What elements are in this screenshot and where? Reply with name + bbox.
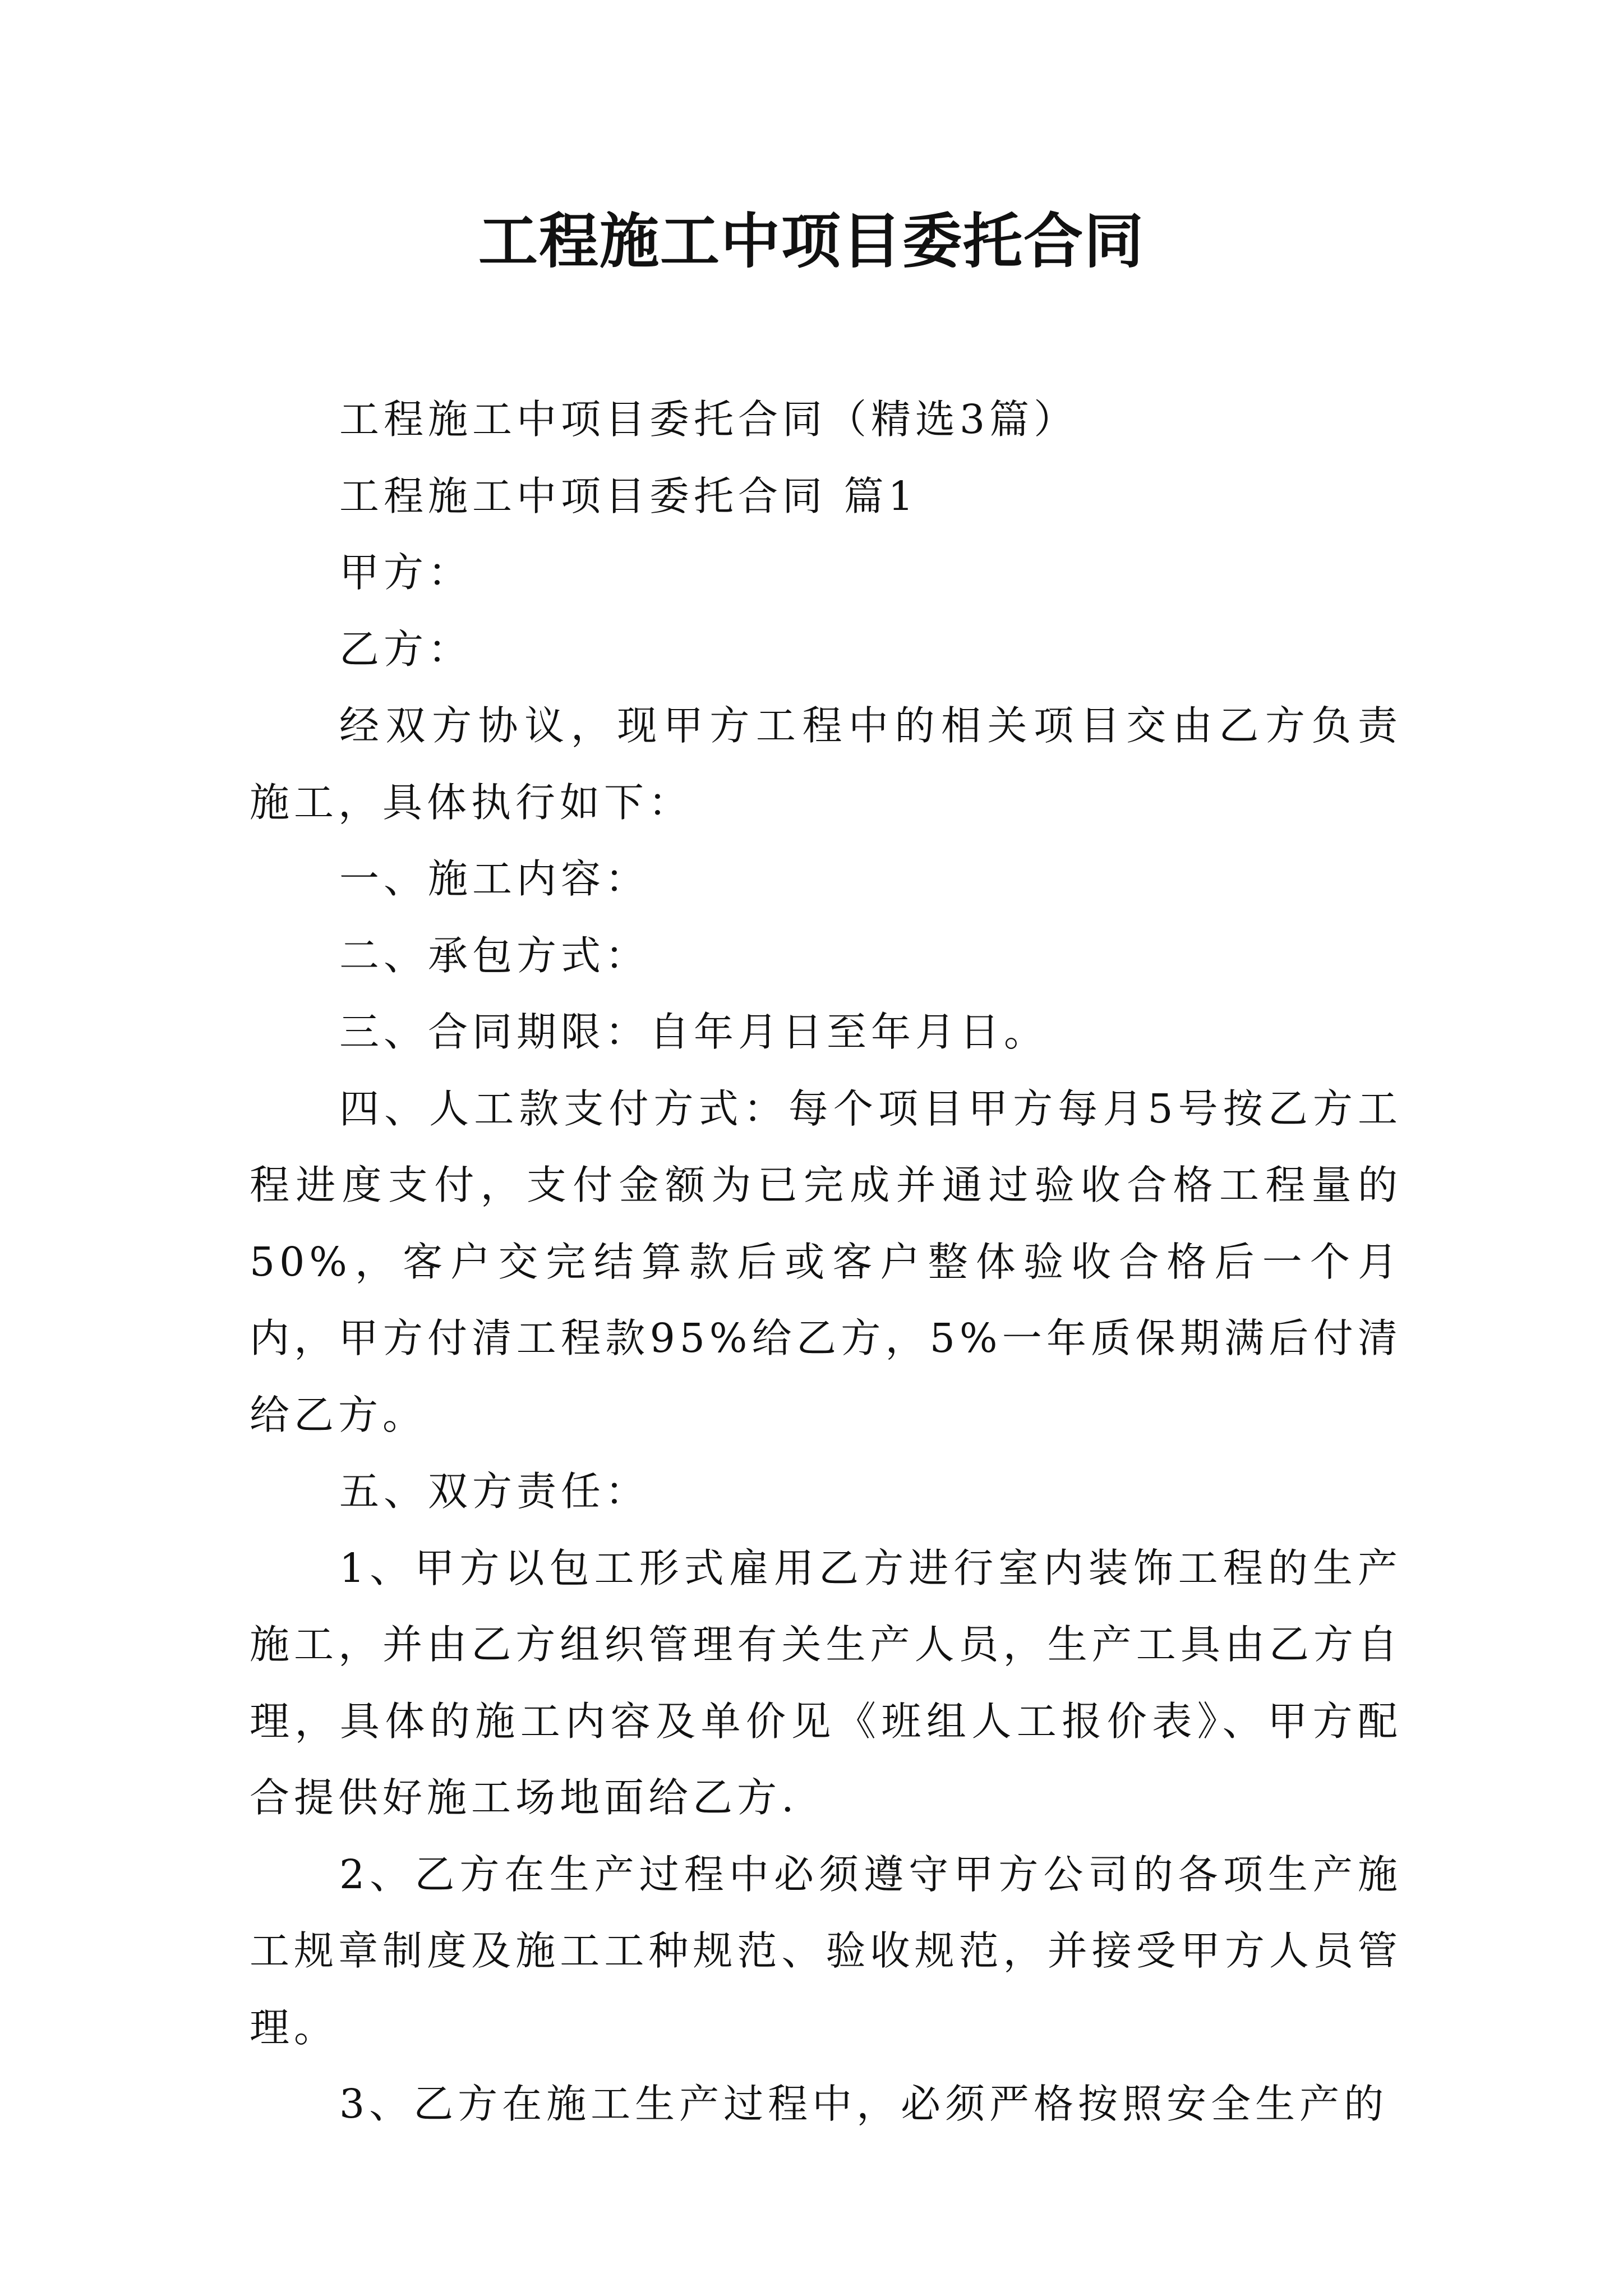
paragraph-clause-3: 三、合同期限：自年月日至年月日。	[339, 1009, 1049, 1055]
document-body	[250, 381, 1402, 2143]
paragraph-item-2: 2、乙方在生产过程中必须遵守甲方公司的各项生产施工规章制度及施工工种规范、验收规范，并接受甲方人员管理。	[250, 1851, 1402, 2051]
paragraph-section-heading: 工程施工中项目委托合同 篇1	[339, 472, 918, 519]
paragraph-agreement-intro: 经双方协议，现甲方工程中的相关项目交由乙方负责施工，具体执行如下：	[250, 702, 1402, 826]
paragraph-party-a: 甲方：	[339, 549, 473, 596]
paragraph-clause-4: 四、人工款支付方式：每个项目甲方每月5号按乙方工程进度支付，支付金额为已完成并通过验收合格工程量的50%，客户交完结算款后或客户整体验收合格后一个月内，甲方付清工程款95%给乙方，5%一年质保期满后付清给乙方。	[250, 1085, 1402, 1438]
paragraph-clause-1: 一、施工内容：	[339, 855, 650, 902]
paragraph-item-1: 1、甲方以包工形式雇用乙方进行室内装饰工程的生产施工，并由乙方组织管理有关生产人员，生产工具由乙方自理，具体的施工内容及单价见《班组人工报价表》、甲方配合提供好施工场地面给乙方.	[250, 1544, 1402, 1821]
document-title: 工程施工中项目委托合同	[478, 206, 1145, 276]
paragraph-item-3: 3、乙方在施工生产过程中，必须严格按照安全生产的	[339, 2081, 1389, 2127]
paragraph-clause-5: 五、双方责任：	[339, 1468, 650, 1515]
paragraph-party-b: 乙方：	[339, 625, 473, 673]
paragraph-subtitle: 工程施工中项目委托合同（精选3篇）	[339, 396, 1078, 443]
paragraph-clause-2: 二、承包方式：	[339, 932, 650, 979]
